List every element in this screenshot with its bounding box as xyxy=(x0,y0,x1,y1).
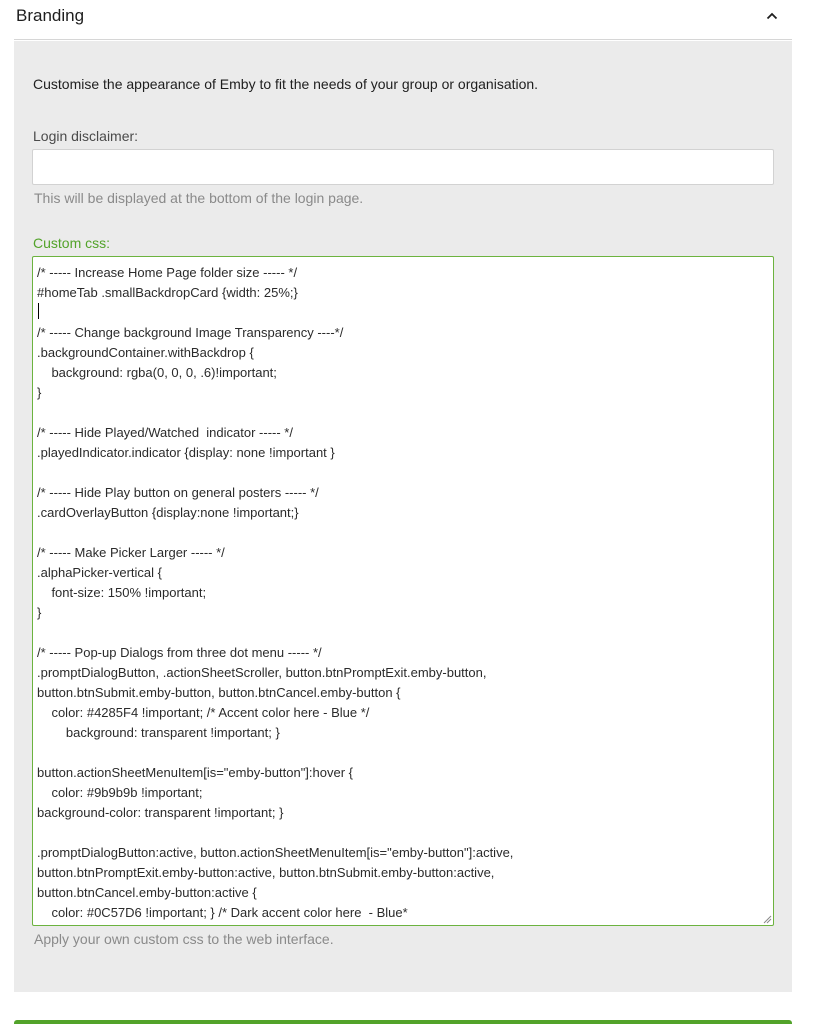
css-line: /* ----- Hide Play button on general posters ----- */ xyxy=(37,485,319,500)
css-line: #homeTab .smallBackdropCard {width: 25%;} xyxy=(37,285,298,300)
css-line: .backgroundContainer.withBackdrop { xyxy=(37,345,254,360)
css-line: /* ----- Hide Played/Watched indicator ----- */ xyxy=(37,425,293,440)
css-line: /* ----- Pop-up Dialogs from three dot menu ----- */ xyxy=(37,645,322,660)
css-line xyxy=(37,743,769,763)
css-line: color: #0C57D6 !important; } /* Dark accent color here - Blue* xyxy=(37,905,408,920)
custom-css-label: Custom css: xyxy=(33,235,111,251)
css-line: button.btnSubmit.emby-button, button.btnCancel.emby-button { xyxy=(37,685,401,700)
css-line xyxy=(37,623,769,643)
branding-section-header[interactable] xyxy=(14,0,792,40)
css-line: font-size: 150% !important; xyxy=(37,585,207,600)
css-line: } xyxy=(37,605,42,620)
css-line: background-color: transparent !important; } xyxy=(37,805,284,820)
css-line xyxy=(37,523,769,543)
custom-css-content xyxy=(37,263,769,923)
css-line xyxy=(37,303,769,323)
css-line: /* ----- Make Picker Larger ----- */ xyxy=(37,545,225,560)
chevron-up-icon[interactable] xyxy=(764,8,780,24)
login-disclaimer-help: This will be displayed at the bottom of the login page. xyxy=(34,190,364,206)
css-line: color: #4285F4 !important; /* Accent color here - Blue */ xyxy=(37,705,370,720)
css-line: background: transparent !important; } xyxy=(37,725,280,740)
section-title: Branding xyxy=(16,6,85,25)
custom-css-textarea[interactable] xyxy=(32,256,774,926)
branding-panel xyxy=(14,41,792,992)
css-line: color: #9b9b9b !important; xyxy=(37,785,203,800)
css-line xyxy=(37,823,769,843)
css-line xyxy=(37,463,769,483)
resize-handle-icon[interactable] xyxy=(762,914,772,924)
login-disclaimer-label: Login disclaimer: xyxy=(33,128,139,144)
next-section-edge xyxy=(14,1020,792,1024)
css-line: } xyxy=(37,385,42,400)
css-line: /* ----- Change background Image Transparency ----*/ xyxy=(37,325,344,340)
css-line: /* ----- Increase Home Page folder size ----- */ xyxy=(37,265,298,280)
intro-text: Customise the appearance of Emby to fit the needs of your group or organisation. xyxy=(33,76,539,92)
login-disclaimer-input[interactable] xyxy=(32,149,774,185)
css-line: button.btnCancel.emby-button:active { xyxy=(37,885,257,900)
text-caret xyxy=(38,303,39,319)
css-line xyxy=(37,403,769,423)
css-line: background: rgba(0, 0, 0, .6)!important; xyxy=(37,365,277,380)
custom-css-help: Apply your own custom css to the web interface. xyxy=(34,931,334,947)
css-line: .promptDialogButton, .actionSheetScroller, button.btnPromptExit.emby-button, xyxy=(37,665,487,680)
css-line: button.btnPromptExit.emby-button:active, button.btnSubmit.emby-button:active, xyxy=(37,865,495,880)
css-line: .cardOverlayButton {display:none !important;} xyxy=(37,505,299,520)
css-line: button.actionSheetMenuItem[is="emby-button"]:hover { xyxy=(37,765,353,780)
css-line: .playedIndicator.indicator {display: none !important } xyxy=(37,445,335,460)
css-line: .alphaPicker-vertical { xyxy=(37,565,162,580)
css-line: .promptDialogButton:active, button.actionSheetMenuItem[is="emby-button"]:active, xyxy=(37,845,514,860)
